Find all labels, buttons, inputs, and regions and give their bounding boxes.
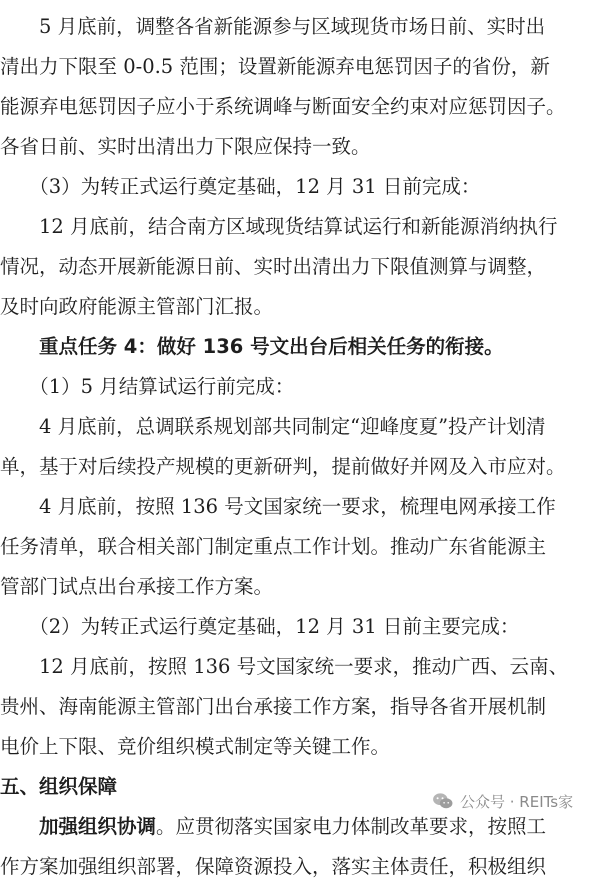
watermark-text: 公众号 · REITs家 — [460, 792, 574, 811]
text-line: 4 月底前，总调联系规划部共同制定“迎峰度夏”投产计划清 — [0, 415, 546, 438]
subsection-heading: （2）为转正式运行奠定基础，12 月 31 日前主要完成： — [0, 615, 520, 638]
text-line: 及时向政府能源主管部门汇报。 — [0, 295, 274, 318]
text-line: 情况，动态开展新能源日前、实时出清出力下限值测算与调整， — [0, 255, 547, 278]
text-line: 贵州、海南能源主管部门出台承接工作方案，指导各省开展机制 — [0, 695, 547, 718]
text-line: 能源弃电惩罚因子应小于系统调峰与断面安全约束对应惩罚因子。 — [0, 95, 566, 118]
text-line: 12 月底前，按照 136 号文国家统一要求，推动广西、云南、 — [0, 655, 569, 678]
wechat-icon — [432, 792, 454, 810]
text-line: 作方案加强组织部署，保障资源投入，落实主体责任，积极组织 — [0, 855, 547, 878]
text-line: 5 月底前，调整各省新能源参与区域现货市场日前、实时出 — [0, 15, 546, 38]
text-line: 12 月底前，结合南方区域现货结算试运行和新能源消纳执行 — [0, 215, 558, 238]
text-line: 管部门试点出台承接工作方案。 — [0, 575, 274, 598]
text-line: 清出力下限至 0-0.5 范围；设置新能源弃电惩罚因子的省份，新 — [0, 55, 550, 78]
subsection-heading: （1）5 月结算试运行前完成： — [0, 375, 295, 398]
bold-lead-text: 加强组织协调 — [0, 815, 157, 838]
text-line — [0, 814, 615, 840]
text-line: 单，基于对后续投产规模的更新研判，提前做好并网及入市应对。 — [0, 455, 566, 478]
text-line: 任务清单，联合相关部门制定重点工作计划。推动广东省能源主 — [0, 535, 547, 558]
section-heading: 五、组织保障 — [0, 775, 118, 798]
text-line: 电价上下限、竞价组织模式制定等关键工作。 — [0, 735, 391, 758]
text-line-rest: 。应贯彻落实国家电力体制改革要求，按照工 — [156, 815, 547, 838]
text-line: 4 月底前，按照 136 号文国家统一要求，梳理电网承接工作 — [0, 495, 556, 518]
subsection-heading: （3）为转正式运行奠定基础，12 月 31 日前完成： — [0, 175, 481, 198]
key-task-heading: 重点任务 4：做好 136 号文出台后相关任务的衔接。 — [0, 335, 504, 358]
text-line: 各省日前、实时出清出力下限应保持一致。 — [0, 135, 371, 158]
watermark — [432, 786, 573, 816]
